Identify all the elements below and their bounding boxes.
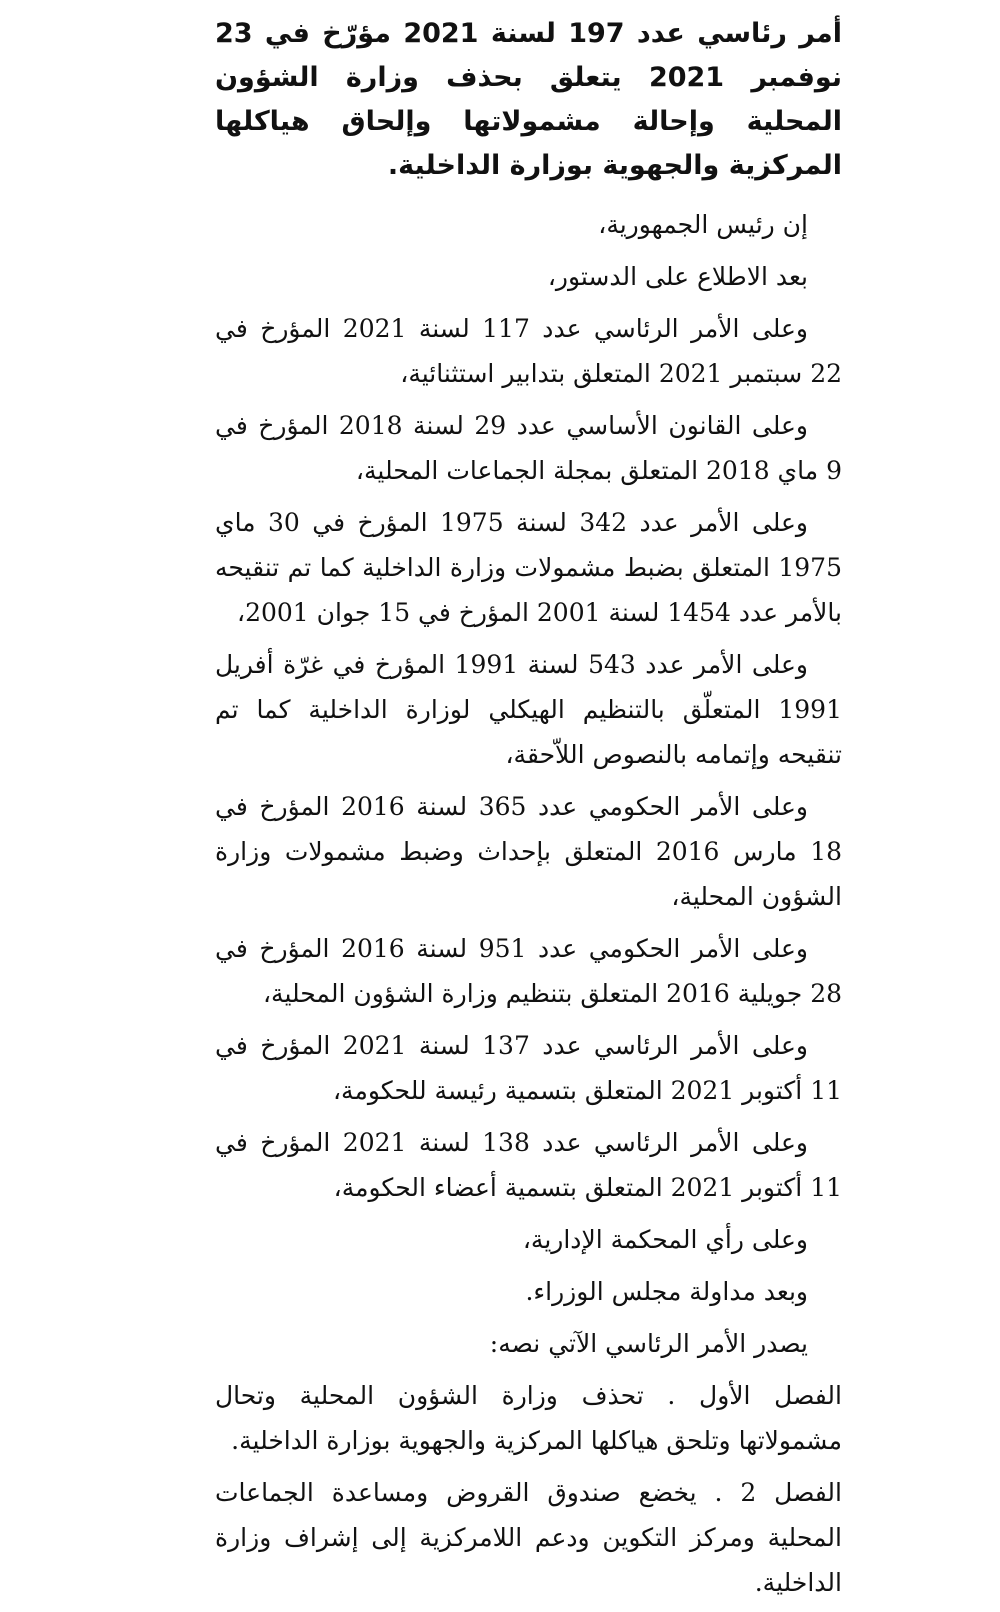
paragraph-decree-951: وعلى الأمر الحكومي عدد 951 لسنة 2016 المؤرخ في 28 جويلية 2016 المتعلق بتنظيم وزارة الشؤون المحلية،: [215, 934, 842, 1008]
document-page: [215, 12, 842, 1612]
decree-title: أمر رئاسي عدد 197 لسنة 2021 مؤرّخ في 23 نوفمبر 2021 يتعلق بحذف وزارة الشؤون المحلية وإحالة مشمولاتها وإلحاق هياكلها المركزية والجهوية بوزارة الداخلية.: [215, 18, 843, 181]
paragraph-issuance: يصدر الأمر الرئاسي الآتي نصه:: [489, 1329, 808, 1358]
article-2: الفصل 2 . يخضع صندوق القروض ومساعدة الجماعات المحلية ومركز التكوين ودعم اللامركزية إلى إشراف وزارة الداخلية.: [215, 1478, 842, 1597]
article-1: الفصل الأول . تحذف وزارة الشؤون المحلية وتحال مشمولاتها وتلحق هياكلها المركزية والجهوية بوزارة الداخلية.: [215, 1381, 842, 1455]
paragraph-administrative-court: وعلى رأي المحكمة الإدارية،: [522, 1225, 808, 1254]
paragraph-council-of-ministers: وبعد مداولة مجلس الوزراء.: [525, 1277, 808, 1306]
paragraph-constitution: بعد الاطلاع على الدستور،: [547, 262, 808, 291]
paragraph-law-29: وعلى القانون الأساسي عدد 29 لسنة 2018 المؤرخ في 9 ماي 2018 المتعلق بمجلة الجماعات المحلية،: [215, 411, 842, 485]
paragraph-president: إن رئيس الجمهورية،: [598, 210, 808, 239]
paragraph-decree-543: وعلى الأمر عدد 543 لسنة 1991 المؤرخ في غرّة أفريل 1991 المتعلّق بالتنظيم الهيكلي لوزارة الداخلية كما تم تنقيحه وإتمامه بالنصوص اللاّحقة،: [215, 650, 842, 769]
paragraph-decree-365: وعلى الأمر الحكومي عدد 365 لسنة 2016 المؤرخ في 18 مارس 2016 المتعلق بإحداث وضبط مشمولات وزارة الشؤون المحلية،: [215, 792, 842, 911]
paragraph-decree-138: وعلى الأمر الرئاسي عدد 138 لسنة 2021 المؤرخ في 11 أكتوبر 2021 المتعلق بتسمية أعضاء الحكومة،: [215, 1128, 842, 1202]
paragraph-decree-117: وعلى الأمر الرئاسي عدد 117 لسنة 2021 المؤرخ في 22 سبتمبر 2021 المتعلق بتدابير استثنائية،: [215, 314, 842, 388]
paragraph-decree-137: وعلى الأمر الرئاسي عدد 137 لسنة 2021 المؤرخ في 11 أكتوبر 2021 المتعلق بتسمية رئيسة للحكومة،: [215, 1031, 842, 1105]
paragraph-decree-342: وعلى الأمر عدد 342 لسنة 1975 المؤرخ في 30 ماي 1975 المتعلق بضبط مشمولات وزارة الداخلية كما تم تنقيحه بالأمر عدد 1454 لسنة 2001 المؤرخ في 15 جوان 2001،: [215, 508, 842, 627]
